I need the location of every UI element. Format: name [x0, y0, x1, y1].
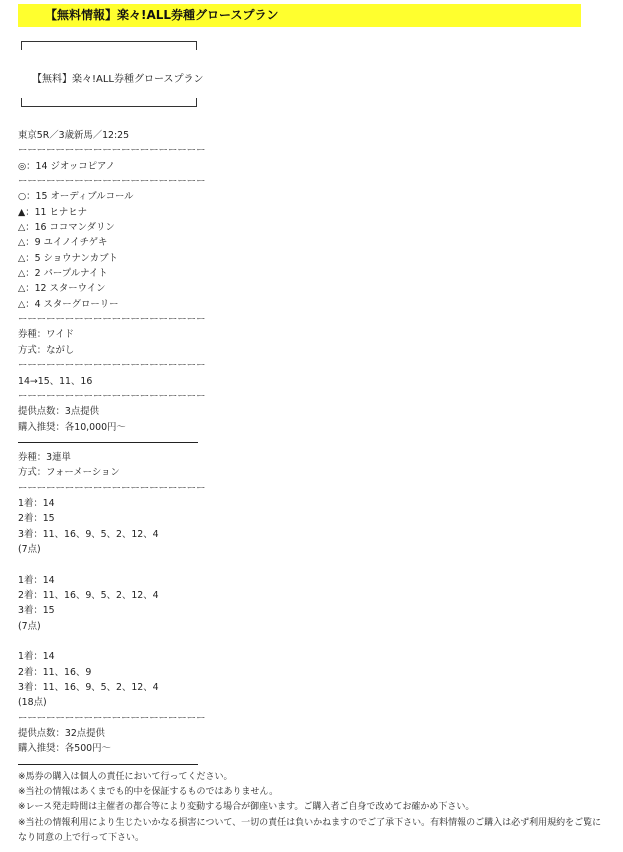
points-count: 提供点数：3点提供 — [18, 406, 99, 418]
box-title: 【無料】楽々!ALL券種グロースプラン — [32, 74, 204, 85]
blank-line — [18, 634, 608, 649]
dash-divider: ーーーーーーーーーーーーーーーーーーーー — [18, 145, 206, 157]
pick-line: △：4 スターグローリー — [18, 298, 119, 310]
dash-divider: ーーーーーーーーーーーーーーーーーーーー — [18, 482, 206, 494]
wide-combination: 14→15、11、16 — [18, 375, 93, 387]
points-count: 提供点数：32点提供 — [18, 728, 105, 740]
set-point-count: (7点) — [18, 620, 41, 632]
disclaimer-note: ※馬券の購入は個人の責任において行ってください。 — [18, 772, 233, 782]
pick-line: △：9 ユイノイチゲキ — [18, 237, 108, 249]
pick-line: △：5 ショウナンカブト — [18, 252, 118, 264]
purchase-recommendation: 購入推奨：各500円〜 — [18, 743, 111, 755]
section-rule — [18, 764, 198, 765]
finish-third: 3着：11、16、9、5、2、12、4 — [18, 528, 159, 540]
finish-first: 1着：14 — [18, 497, 55, 509]
page-title: 【無料情報】楽々!ALL券種グロースプラン — [45, 8, 279, 22]
finish-third: 3着：15 — [18, 605, 55, 617]
dash-divider: ーーーーーーーーーーーーーーーーーーーー — [18, 390, 206, 402]
disclaimer-note: ※当社の情報はあくまでも的中を保証するものではありません。 — [18, 787, 279, 798]
box-bracket-top — [21, 41, 197, 50]
ticket-method: 方式：フォーメーション — [18, 467, 120, 479]
ticket-type: 券種：3連単 — [18, 451, 71, 463]
finish-second: 2着：11、16、9、5、2、12、4 — [18, 589, 159, 601]
section-rule — [18, 442, 198, 443]
honmei-pick: ◎：14 ジオッコピアノ — [18, 160, 116, 172]
header-banner — [18, 4, 581, 27]
ticket-method: 方式：ながし — [18, 344, 75, 356]
set-point-count: (18点) — [18, 697, 47, 709]
disclaimer-notes — [18, 770, 603, 846]
disclaimer-note: ※レース発走時間は主催者の都合等により変動する場合が御座います。ご購入者ご自身で改めてお確かめ下さい。 — [18, 802, 475, 813]
pick-line: ▲：11 ヒナヒナ — [18, 206, 87, 218]
pick-line: △：2 パープルナイト — [18, 268, 108, 280]
finish-third: 3着：11、16、9、5、2、12、4 — [18, 682, 159, 694]
finish-first: 1着：14 — [18, 574, 55, 586]
race-info: 東京5R／3歳新馬／12:25 — [18, 130, 130, 141]
box-bracket-bottom — [21, 98, 197, 107]
set-point-count: (7点) — [18, 543, 41, 555]
pick-line: ○：15 オーディブルコール — [18, 191, 134, 203]
ticket-type: 券種：ワイド — [18, 329, 74, 341]
disclaimer-note: ※当社の情報利用により生じたいかなる損害について、一切の責任は負いかねますのでご了承下さい。有料情報のご購入は必ず利用規約をご覧になり同意の上で行って下さい。 — [18, 817, 602, 843]
pick-line: △：12 スターウイン — [18, 283, 106, 295]
blank-line — [18, 557, 608, 572]
dash-divider: ーーーーーーーーーーーーーーーーーーーー — [18, 360, 206, 372]
finish-second: 2着：11、16、9 — [18, 666, 92, 678]
finish-first: 1着：14 — [18, 651, 55, 663]
finish-second: 2着：15 — [18, 513, 55, 525]
dash-divider: ーーーーーーーーーーーーーーーーーーーー — [18, 176, 206, 188]
purchase-recommendation: 購入推奨：各10,000円〜 — [18, 421, 126, 433]
dash-divider: ーーーーーーーーーーーーーーーーーーーー — [18, 712, 206, 724]
prediction-content — [18, 128, 608, 772]
pick-line: △：16 ココマンダリン — [18, 222, 115, 234]
dash-divider: ーーーーーーーーーーーーーーーーーーーー — [18, 314, 206, 326]
